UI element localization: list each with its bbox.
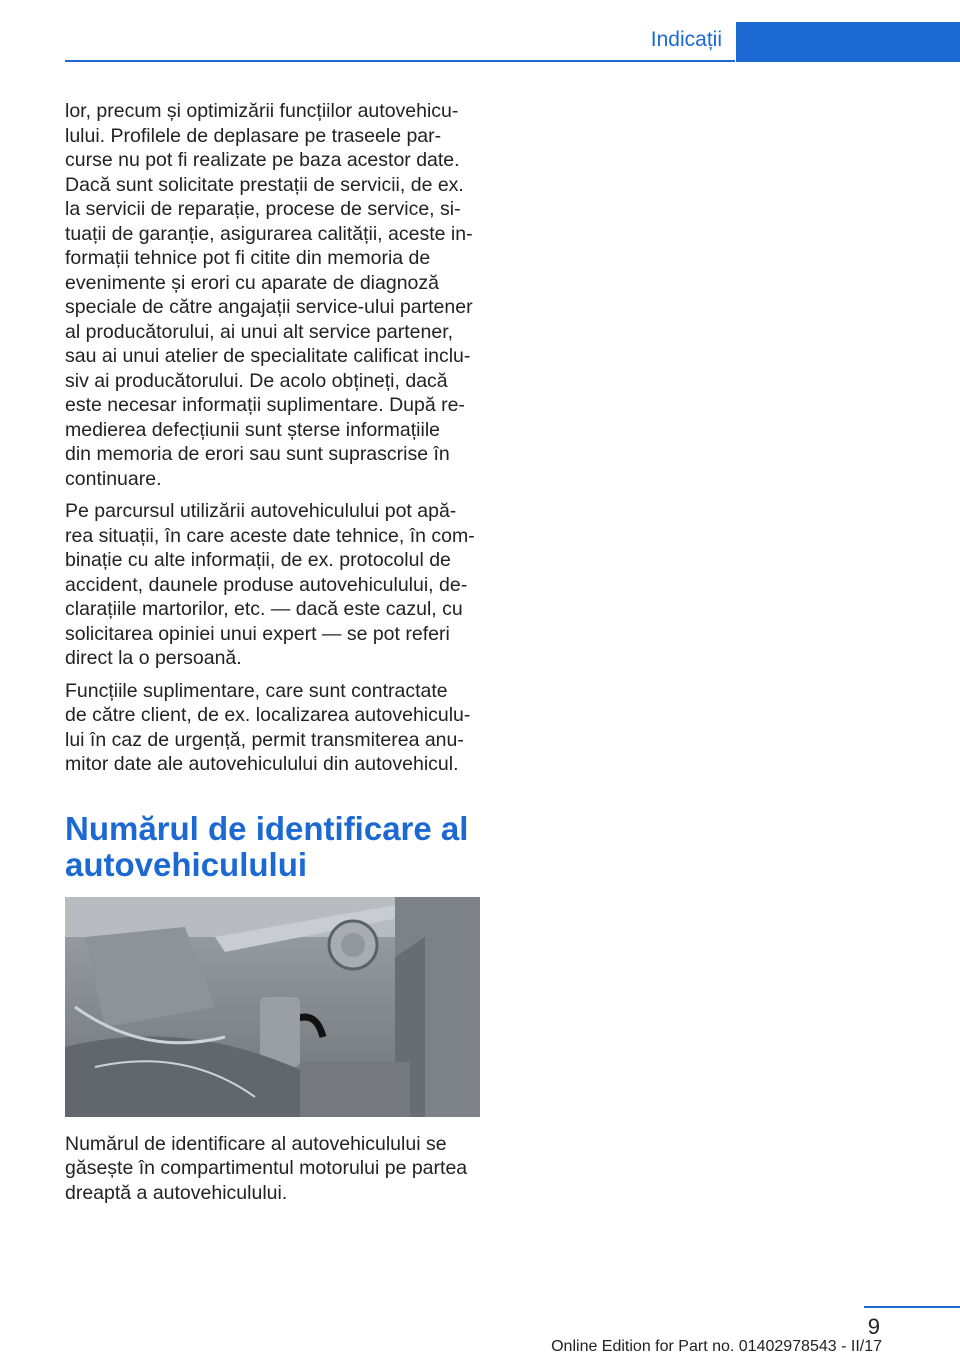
text-line: binație cu alte informații, de ex. protocolul de — [65, 549, 451, 571]
paragraph-3 — [65, 679, 485, 777]
text-line: de către client, de ex. localizarea autovehiculu‐ — [65, 704, 471, 726]
text-line: accident, daunele produse autovehiculului, de‐ — [65, 573, 468, 596]
header-rule — [65, 60, 735, 62]
text-line: din memoria de erori sau sunt suprascrise în — [65, 443, 450, 465]
text-line: curse nu pot fi realizate pe baza acestor date. — [65, 149, 460, 171]
heading-line: Numărul de identificare al — [65, 809, 469, 847]
section-title: Indicații — [650, 28, 722, 51]
text-line: medierea defecțiunii sunt șterse informațiile — [65, 418, 441, 441]
text-line: evenimente și erori cu aparate de diagnoză — [65, 271, 439, 294]
caption-line: găsește în compartimentul motorului pe partea — [65, 1157, 468, 1179]
text-line: lor, precum și optimizării funcțiilor autovehicu‐ — [65, 100, 459, 122]
text-line: la servicii de reparație, procese de service, si‐ — [65, 198, 461, 220]
edition-footer: Online Edition for Part no. 01402978543 - II/17 — [551, 1338, 882, 1355]
text-line: lui în caz de urgență, permit transmiterea anu‐ — [65, 728, 464, 751]
text-line: Funcțiile suplimentare, care sunt contractate — [65, 679, 448, 702]
text-line: mitor date ale autovehiculului din autovehicul. — [65, 753, 459, 775]
text-line: tuații de garanție, asigurarea calității, aceste in‐ — [65, 222, 473, 245]
page-number: 9 — [867, 1314, 880, 1339]
text-line: continuare. — [65, 467, 162, 490]
text-line: direct la o persoană. — [65, 647, 242, 669]
text-line: este necesar informații suplimentare. După re‐ — [65, 394, 465, 416]
text-line: rea situații, în care aceste date tehnice, în com‐ — [65, 524, 475, 547]
caption-line: Numărul de identificare al autovehiculului se — [65, 1132, 447, 1155]
heading-line: autovehiculului — [65, 845, 308, 883]
text-line: clarațiile martorilor, etc. — dacă este cazul, cu — [65, 598, 463, 620]
content-column — [65, 99, 485, 1213]
paragraph-2 — [65, 499, 485, 671]
text-line: lului. Profilele de deplasare pe traseele par‐ — [65, 124, 442, 147]
text-line: formații tehnice pot fi citite din memoria de — [65, 247, 431, 269]
text-line: speciale de către angajații service-ului partener — [65, 296, 473, 318]
caption-line: dreaptă a autovehiculului. — [65, 1181, 288, 1204]
paragraph-1 — [65, 99, 485, 491]
footer-rule — [864, 1306, 960, 1308]
text-line: al producătorului, ai unui alt service partener, — [65, 320, 454, 343]
engine-compartment-photo — [65, 897, 480, 1117]
photo-caption — [65, 1132, 485, 1206]
header-color-block — [736, 22, 960, 62]
text-line: solicitarea opiniei unui expert — se pot referi — [65, 622, 450, 645]
text-line: Pe parcursul utilizării autovehiculului pot apă‐ — [65, 500, 457, 522]
text-line: Dacă sunt solicitate prestații de servicii, de ex. — [65, 173, 464, 196]
text-line: sau ai unui atelier de specialitate calificat inclu‐ — [65, 345, 471, 367]
section-heading — [65, 811, 485, 883]
text-line: siv ai producătorului. De acolo obțineți, dacă — [65, 369, 448, 392]
